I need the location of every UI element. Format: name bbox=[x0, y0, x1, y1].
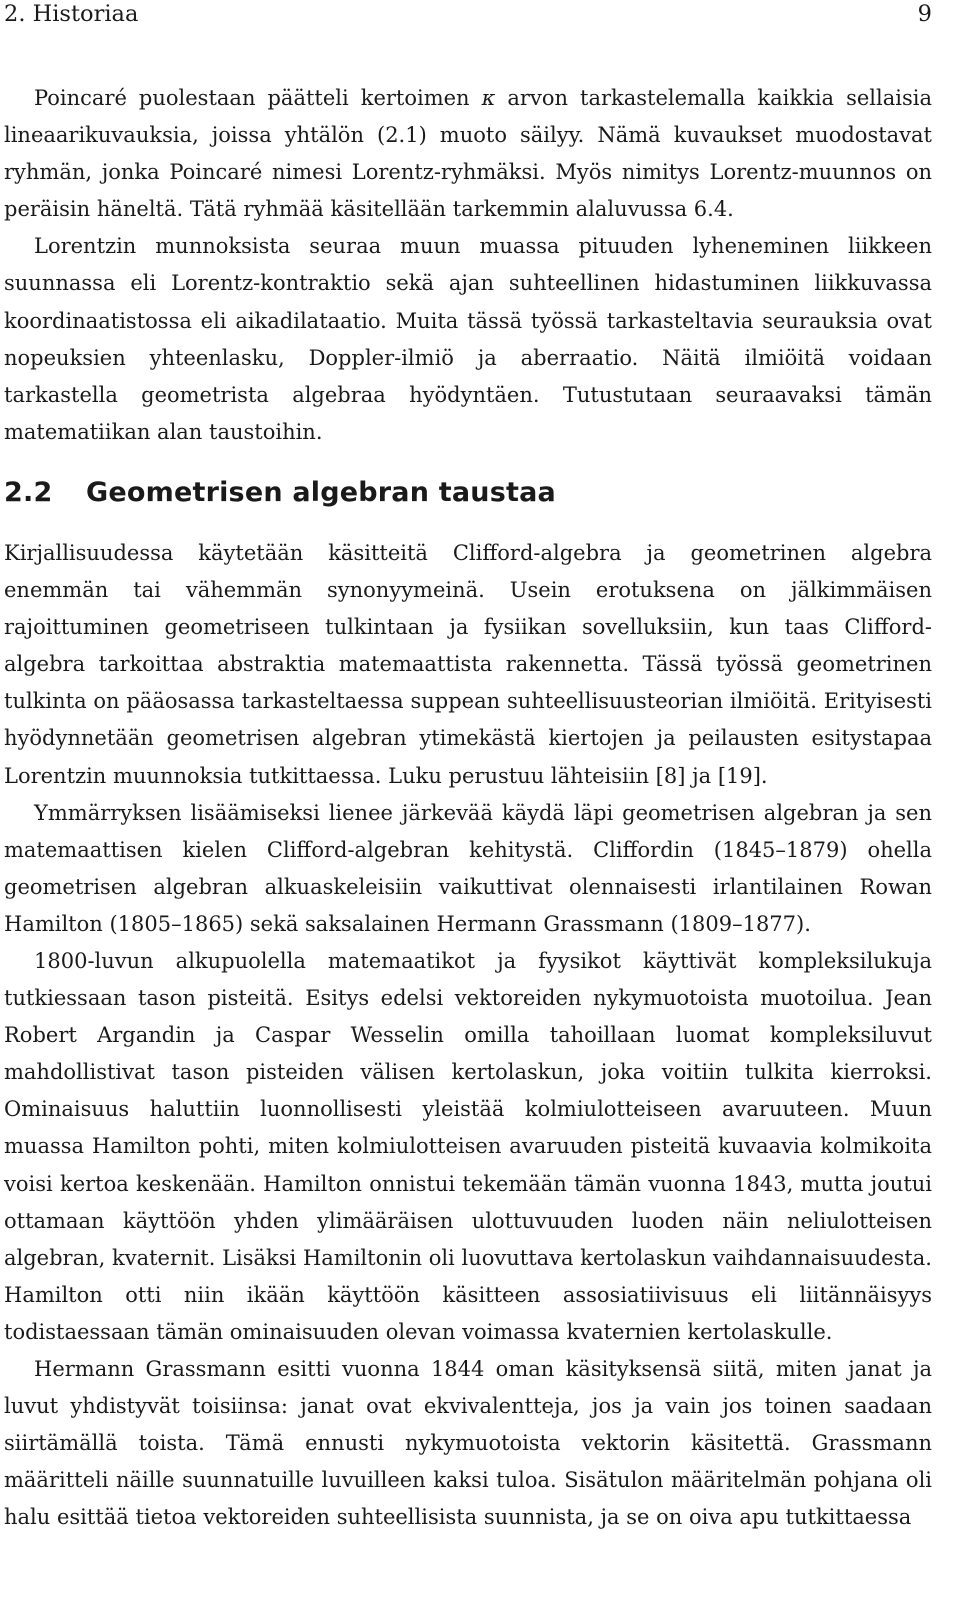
chapter-title: 2. Historiaa bbox=[4, 1, 139, 27]
section-title: Geometrisen algebran taustaa bbox=[86, 476, 556, 508]
body-text bbox=[4, 80, 932, 1536]
paragraph-text: arvon tarkastelemalla kaikkia sellaisia lineaarikuvauksia, joissa yhtälön (2.1) muoto säilyy. Nämä kuvaukset muodostavat ryhmän, jonka Poincaré nimesi Lorentz-ryhmäksi. Myös nimitys Lorentz-muunnos on peräisin häneltä. Tätä ryhmää käsitellään tarkemmin alaluvussa 6.4. bbox=[4, 86, 932, 222]
paragraph: Lorentzin munnoksista seuraa muun muassa pituuden lyheneminen liikkeen suunnassa eli Lorentz-kontraktio sekä ajan suhteellinen hidastuminen liikkuvassa koordinaatistossa eli aikadilataatio. Muita tässä työssä tarkasteltavia seurauksia ovat nopeuksien yhteenlasku, Doppler-ilmiö ja aberraatio. Näitä ilmiöitä voidaan tarkastella geometrista algebraa hyödyntäen. Tutustutaan seuraavaksi tämän matematiikan alan taustoihin. bbox=[4, 234, 932, 444]
paragraph: Kirjallisuudessa käytetään käsitteitä Clifford-algebra ja geometrinen algebra enemmän tai vähemmän synonyymeinä. Usein erotuksena on jälkimmäisen rajoittuminen geometriseen tulkintaan ja fysiikan sovelluksiin, kun taas Clifford-algebra tarkoittaa abstraktia matemaattista rakennetta. Tässä työssä geometrinen tulkinta on pääosassa tarkasteltaessa suppean suhteellisuusteorian ilmiöitä. Erityisesti hyödynnetään geometrisen algebran ytimekästä kiertojen ja peilausten esitystapaa Lorentzin muunnoksia tutkittaessa. Luku perustuu lähteisiin [8] ja [19]. bbox=[4, 540, 932, 788]
section-number: 2.2 bbox=[4, 476, 53, 508]
document-page bbox=[4, 0, 932, 1536]
page-number: 9 bbox=[917, 1, 932, 27]
paragraph-text: Poincaré puolestaan päätteli kertoimen bbox=[34, 86, 482, 110]
paragraph: 1800-luvun alkupuolella matemaatikot ja fyysikot käyttivät kompleksilukuja tutkiessaan tason pisteitä. Esitys edelsi vektoreiden nykymuotoista muotoilua. Jean Robert Argandin ja Caspar Wesselin omilla tahoillaan luomat kompleksiluvut mahdollistivat tason pisteiden välisen kertolaskun, joka voitiin tulkita kierroksi. Ominaisuus haluttiin luonnollisesti yleistää kolmiulotteiseen avaruuteen. Muun muassa Hamilton pohti, miten kolmiulotteisen avaruuden pisteitä kuvaavia kolmikoita voisi kertoa keskenään. Hamilton onnistui tekemään tämän vuonna 1843, mutta joutui ottamaan käyttöön yhden ylimääräisen ulottuvuuden luoden näin neliulotteisen algebran, kvaternit. Lisäksi Hamiltonin oli luovuttava kertolaskun vaihdannaisuudesta. Hamilton otti niin ikään käyttöön käsitteen assosiatiivisuus eli liitännäisyys todistaessaan tämän ominaisuuden olevan voimassa kvaternien kertolaskulle. bbox=[4, 948, 932, 1344]
paragraph bbox=[4, 80, 932, 228]
section-heading bbox=[4, 473, 932, 513]
running-header bbox=[4, 0, 932, 38]
paragraph: Ymmärryksen lisäämiseksi lienee järkevää käydä läpi geometrisen algebran ja sen matemaattisen kielen Clifford-algebran kehitystä. Cliffordin (1845–1879) ohella geometrisen algebran alkuaskeleisiin vaikuttivat olennaisesti irlantilainen Rowan Hamilton (1805–1865) sekä saksalainen Hermann Grassmann (1809–1877). bbox=[4, 800, 932, 936]
kappa-symbol: κ bbox=[481, 86, 496, 110]
paragraph: Hermann Grassmann esitti vuonna 1844 oman käsityksensä siitä, miten janat ja luvut yhdistyvät toisiinsa: janat ovat ekvivalentteja, jos ja vain jos toinen saadaan siirtämällä toista. Tämä ennusti nykymuotoista vektorin käsitettä. Grassmann määritteli näille suunnatuille luvuilleen kaksi tuloa. Sisätulon määritelmän pohjana oli halu esittää tietoa vektoreiden suhteellisista suunnista, ja se on oiva apu tutkittaessa bbox=[4, 1357, 932, 1530]
